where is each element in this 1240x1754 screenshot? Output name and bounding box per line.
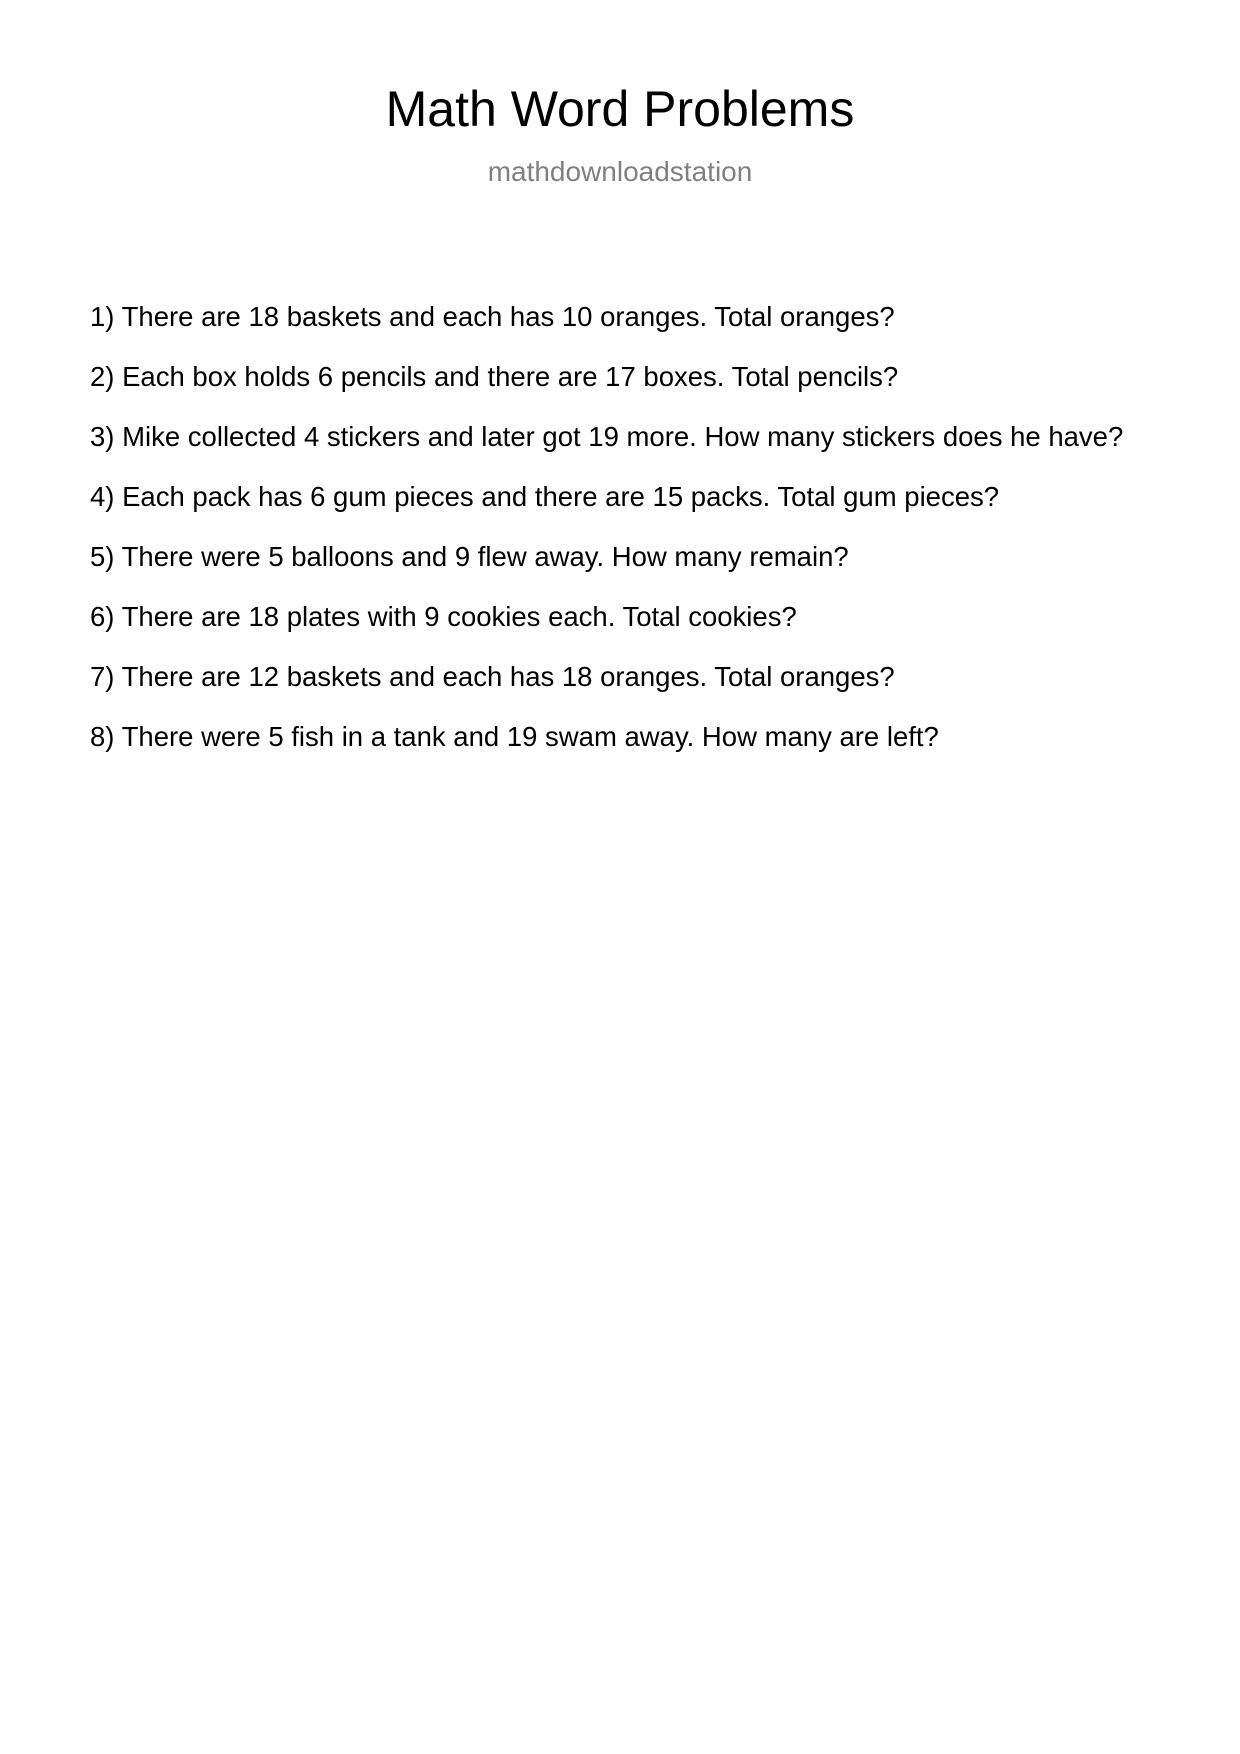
problem-item-1: 1) There are 18 baskets and each has 10 oranges. Total oranges? — [90, 300, 895, 332]
problem-list — [0, 189, 1240, 757]
problem-item-5: 5) There were 5 balloons and 9 flew away. How many remain? — [90, 540, 849, 572]
problem-item-7: 7) There are 12 baskets and each has 18 oranges. Total oranges? — [90, 660, 895, 692]
problem-item-4: 4) Each pack has 6 gum pieces and there are 15 packs. Total gum pieces? — [90, 480, 1000, 512]
problem-item-8: 8) There were 5 fish in a tank and 19 swam away. How many are left? — [90, 720, 939, 752]
document-header — [0, 0, 1240, 189]
problem-item-6: 6) There are 18 plates with 9 cookies each. Total cookies? — [90, 600, 797, 632]
problem-item-2: 2) Each box holds 6 pencils and there are 17 boxes. Total pencils? — [90, 360, 899, 392]
page-title: Math Word Problems — [385, 81, 855, 137]
problem-item-3: 3) Mike collected 4 stickers and later got 19 more. How many stickers does he have? — [90, 420, 1124, 452]
page-subtitle: mathdownloadstation — [487, 156, 753, 187]
